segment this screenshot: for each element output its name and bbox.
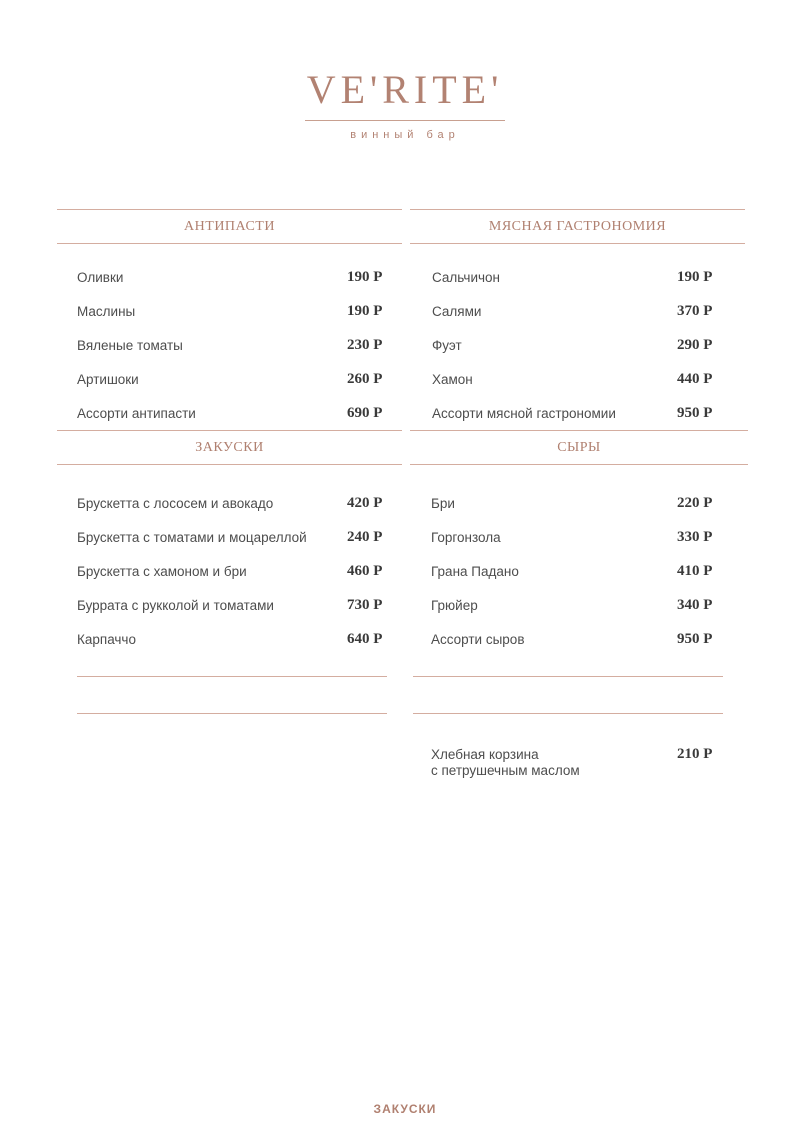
menu-item xyxy=(57,372,402,392)
section-meat xyxy=(410,209,745,421)
menu-item xyxy=(57,598,402,618)
section-title-meat: МЯСНАЯ ГАСТРОНОМИЯ xyxy=(410,209,745,244)
item-name: Оливки xyxy=(77,270,124,285)
item-name: Ассорти антипасти xyxy=(77,406,196,421)
item-name: Брускетта с томатами и моцареллой xyxy=(77,530,307,545)
item-price: 260 Р xyxy=(347,371,383,387)
item-price: 640 Р xyxy=(347,631,383,647)
menu-item xyxy=(57,270,402,290)
footer-label: ЗАКУСКИ xyxy=(373,1102,437,1116)
item-price: 420 Р xyxy=(347,495,383,511)
menu-item xyxy=(410,564,748,584)
item-price: 190 Р xyxy=(347,269,383,285)
item-price: 730 Р xyxy=(347,597,383,613)
item-name: Грюйер xyxy=(431,598,478,613)
menu-item xyxy=(410,270,745,290)
menu-item xyxy=(410,406,745,426)
item-price: 330 Р xyxy=(677,529,713,545)
menu-item xyxy=(57,304,402,324)
item-price: 410 Р xyxy=(677,563,713,579)
item-name: Фуэт xyxy=(432,338,462,353)
section-cheese xyxy=(410,430,748,647)
item-price: 440 Р xyxy=(677,371,713,387)
item-name: Горгонзола xyxy=(431,530,501,545)
menu-item xyxy=(57,530,402,550)
menu-item xyxy=(410,530,748,550)
menu-item xyxy=(410,372,745,392)
blank-line-right-1 xyxy=(413,676,723,677)
item-name: Брускетта с хамоном и бри xyxy=(77,564,247,579)
item-price: 950 Р xyxy=(677,631,713,647)
menu-item xyxy=(57,496,402,516)
item-price: 290 Р xyxy=(677,337,713,353)
item-name: Артишоки xyxy=(77,372,139,387)
extra-item-name-line1: Хлебная корзина xyxy=(431,747,539,762)
blank-line-right-2 xyxy=(413,713,723,714)
item-price: 950 Р xyxy=(677,405,713,421)
item-name: Карпаччо xyxy=(77,632,136,647)
item-name: Грана Падано xyxy=(431,564,519,579)
item-name: Ассорти сыров xyxy=(431,632,525,647)
section-antipasti xyxy=(57,209,402,421)
item-name: Ассорти мясной гастрономии xyxy=(432,406,616,421)
menu-item xyxy=(410,632,748,652)
item-price: 190 Р xyxy=(677,269,713,285)
menu-item xyxy=(410,496,748,516)
item-price: 240 Р xyxy=(347,529,383,545)
menu-item xyxy=(57,632,402,652)
item-price: 190 Р xyxy=(347,303,383,319)
item-name: Брускетта с лососем и авокадо xyxy=(77,496,274,511)
menu-item xyxy=(410,598,748,618)
item-name: Маслины xyxy=(77,304,136,319)
section-title-cheese: СЫРЫ xyxy=(410,430,748,465)
section-title-snacks: ЗАКУСКИ xyxy=(57,430,402,465)
menu-item xyxy=(410,304,745,324)
blank-line-left-2 xyxy=(77,713,387,714)
menu-item xyxy=(57,338,402,358)
item-name: Хамон xyxy=(432,372,473,387)
item-price: 460 Р xyxy=(347,563,383,579)
extra-item-name-line2: с петрушечным маслом xyxy=(431,763,580,778)
item-name: Салями xyxy=(432,304,482,319)
menu-item xyxy=(57,564,402,584)
brand-divider xyxy=(305,120,505,121)
item-name: Бри xyxy=(431,496,455,511)
item-price: 230 Р xyxy=(347,337,383,353)
item-name: Буррата с рукколой и томатами xyxy=(77,598,274,613)
brand-subtitle: винный бар xyxy=(350,129,460,141)
item-price: 690 Р xyxy=(347,405,383,421)
menu-item xyxy=(57,406,402,426)
item-price: 370 Р xyxy=(677,303,713,319)
item-price: 340 Р xyxy=(677,597,713,613)
extra-item-price: 210 Р xyxy=(677,746,713,762)
brand-logo: VE'RITE' xyxy=(306,67,504,112)
extra-item-name xyxy=(431,747,580,779)
section-snacks xyxy=(57,430,402,647)
menu-item xyxy=(410,338,745,358)
section-title-antipasti: АНТИПАСТИ xyxy=(57,209,402,244)
item-price: 220 Р xyxy=(677,495,713,511)
blank-line-left-1 xyxy=(77,676,387,677)
item-name: Сальчичон xyxy=(432,270,500,285)
item-name: Вяленые томаты xyxy=(77,338,183,353)
brand-header xyxy=(0,66,810,141)
